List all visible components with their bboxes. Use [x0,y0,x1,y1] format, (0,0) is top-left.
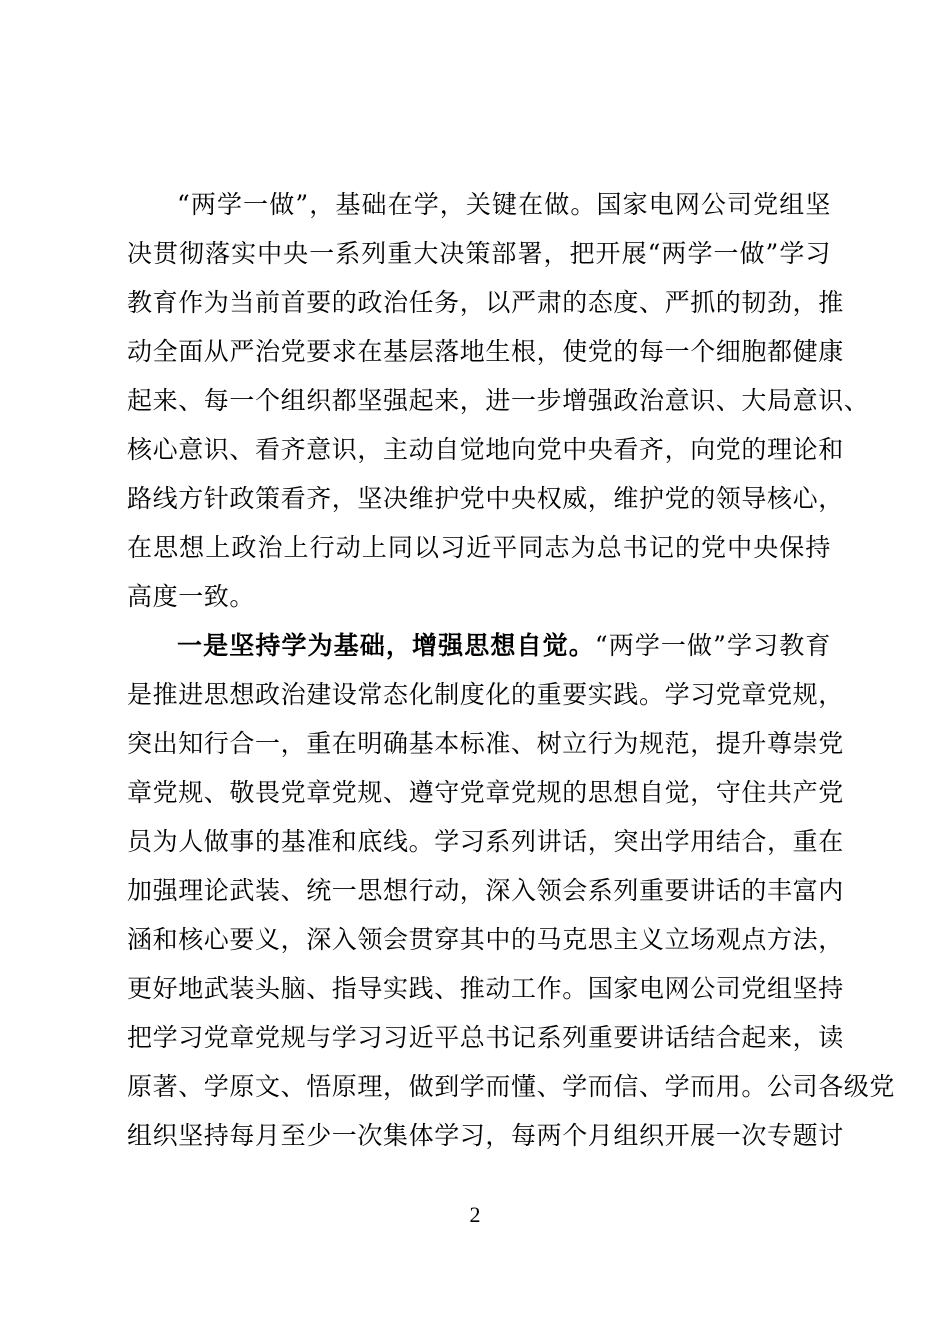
paragraph-line: 组织坚持每月至少一次集体学习，每两个月组织开展一次专题讨 [127,1121,844,1150]
paragraph-line: 核心意识、看齐意识，主动自觉地向党中央看齐，向党的理论和 [127,435,844,464]
paragraph-line: 动全面从严治党要求在基层落地生根，使党的每一个细胞都健康 [127,337,844,366]
paragraph-line: 教育作为当前首要的政治任务，以严肃的态度、严抓的韧劲，推 [127,288,844,317]
paragraph-line: 章党规、敬畏党章党规、遵守党章党规的思想自觉，守住共产党 [127,778,844,807]
paragraph-line: 把学习党章党规与学习习近平总书记系列重要讲话结合起来，读 [127,1023,844,1052]
paragraph-line: 员为人做事的基准和底线。学习系列讲话，突出学用结合，重在 [127,827,844,856]
paragraph-line: “两学一做”，基础在学，关键在做。国家电网公司党组坚 [177,190,831,219]
paragraph-intro [127,180,870,621]
paragraph-line: 起来、每一个组织都坚强起来，进一步增强政治意识、大局意识、 [127,386,870,415]
paragraph-study-foundation [127,621,896,1160]
paragraph-line: 突出知行合一，重在明确基本标准、树立行为规范，提升尊崇党 [127,729,844,758]
page-number: 2 [469,1202,481,1227]
paragraph-line: 涵和核心要义，深入领会贯穿其中的马克思主义立场观点方法， [127,925,844,954]
paragraph-line: 在思想上政治上行动上同以习近平同志为总书记的党中央保持 [127,533,831,562]
paragraph-line-rest: “两学一做”学习教育 [594,631,831,660]
paragraph-line: 更好地武装头脑、指导实践、推动工作。国家电网公司党组坚持 [127,974,844,1003]
paragraph-line: 原著、学原文、悟原理，做到学而懂、学而信、学而用。公司各级党 [127,1072,896,1101]
paragraph-first-line [127,621,831,670]
paragraph-line: 路线方针政策看齐，坚决维护党中央权威，维护党的领导核心， [127,484,844,513]
section-heading: 一是坚持学为基础，增强思想自觉。 [177,631,595,660]
paragraph-line: 加强理论武装、统一思想行动，深入领会系列重要讲话的丰富内 [127,876,844,905]
paragraph-line: 高度一致。 [127,582,256,611]
paragraph-line: 决贯彻落实中央一系列重大决策部署，把开展“两学一做”学习 [127,239,831,268]
paragraph-line: 是推进思想政治建设常态化制度化的重要实践。学习党章党规， [127,680,844,709]
body-text [127,180,896,1160]
